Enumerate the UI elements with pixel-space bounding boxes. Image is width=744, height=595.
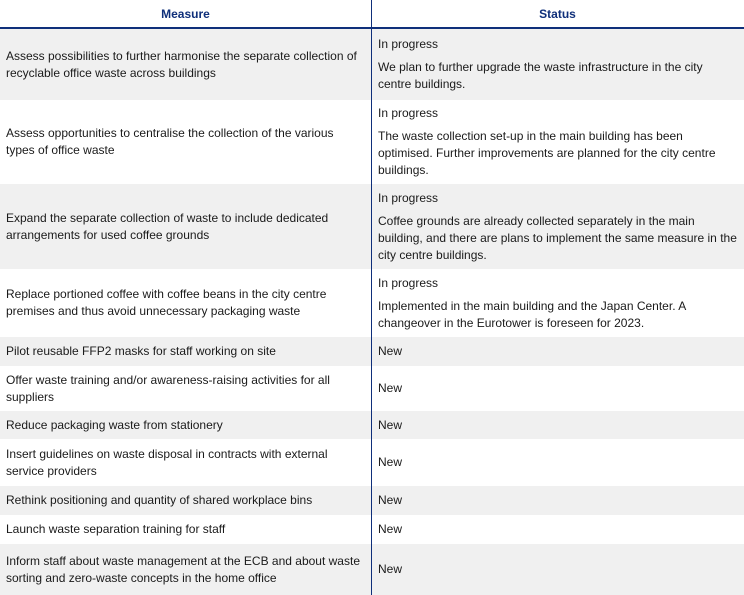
status-label: In progress <box>378 37 439 51</box>
table-row <box>0 184 744 269</box>
status-cell <box>371 29 744 100</box>
status-cell <box>371 366 744 411</box>
status-cell <box>371 515 744 544</box>
table-row <box>0 337 744 366</box>
status-cell <box>371 439 744 486</box>
measure-cell: Inform staff about waste management at the ECB and about waste sorting and zero-waste concepts in the home office <box>6 553 360 585</box>
status-cell <box>371 544 744 595</box>
measure-cell: Pilot reusable FFP2 masks for staff working on site <box>6 344 276 358</box>
status-cell <box>371 337 744 366</box>
table-row <box>0 29 744 100</box>
status-cell <box>371 269 744 337</box>
status-cell <box>371 411 744 439</box>
status-label: New <box>378 522 403 536</box>
status-detail: We plan to further upgrade the waste infrastructure in the city centre buildings. <box>378 60 703 91</box>
table-row <box>0 486 744 515</box>
status-cell <box>371 184 744 269</box>
table-row <box>0 411 744 439</box>
column-divider <box>371 0 372 595</box>
measure-cell: Offer waste training and/or awareness-raising activities for all suppliers <box>6 372 330 404</box>
table-row <box>0 100 744 184</box>
status-label: In progress <box>378 190 439 205</box>
status-label: New <box>378 455 403 469</box>
status-cell <box>371 100 744 184</box>
table-row <box>0 366 744 411</box>
status-label: New <box>378 381 403 395</box>
table-row <box>0 439 744 486</box>
status-column-header: Status <box>539 6 576 21</box>
measure-cell: Replace portioned coffee with coffee beans in the city centre premises and thus avoid unnecessary packaging waste <box>6 287 327 318</box>
table-header <box>0 0 744 29</box>
measure-cell: Assess possibilities to further harmonise the separate collection of recyclable office waste across buildings <box>6 48 357 80</box>
status-label: New <box>378 493 403 507</box>
measure-cell: Reduce packaging waste from stationery <box>6 417 223 432</box>
status-label: New <box>378 562 403 576</box>
measure-cell: Assess opportunities to centralise the collection of the various types of office waste <box>6 126 334 157</box>
table-row <box>0 544 744 595</box>
measure-cell: Rethink positioning and quantity of shared workplace bins <box>6 493 313 507</box>
status-label: In progress <box>378 106 439 120</box>
status-label: New <box>378 417 403 432</box>
status-detail: The waste collection set-up in the main building has been optimised. Further improvements are planned for the city centre buildings. <box>378 129 716 177</box>
status-cell <box>371 486 744 515</box>
status-detail: Implemented in the main building and the Japan Center. A changeover in the Eurotower is foreseen for 2023. <box>378 298 686 330</box>
table-row <box>0 515 744 544</box>
measure-cell: Expand the separate collection of waste to include dedicated arrangements for used coffee grounds <box>6 210 329 242</box>
status-detail: Coffee grounds are already collected separately in the main building, and there are plans to implement the same measure in the city centre buildings. <box>378 213 737 262</box>
table-row <box>0 269 744 337</box>
status-label: In progress <box>378 275 439 290</box>
measure-cell: Insert guidelines on waste disposal in contracts with external service providers <box>6 446 328 478</box>
measure-cell: Launch waste separation training for staff <box>6 522 226 536</box>
measure-column-header: Measure <box>161 6 210 21</box>
status-label: New <box>378 344 403 358</box>
